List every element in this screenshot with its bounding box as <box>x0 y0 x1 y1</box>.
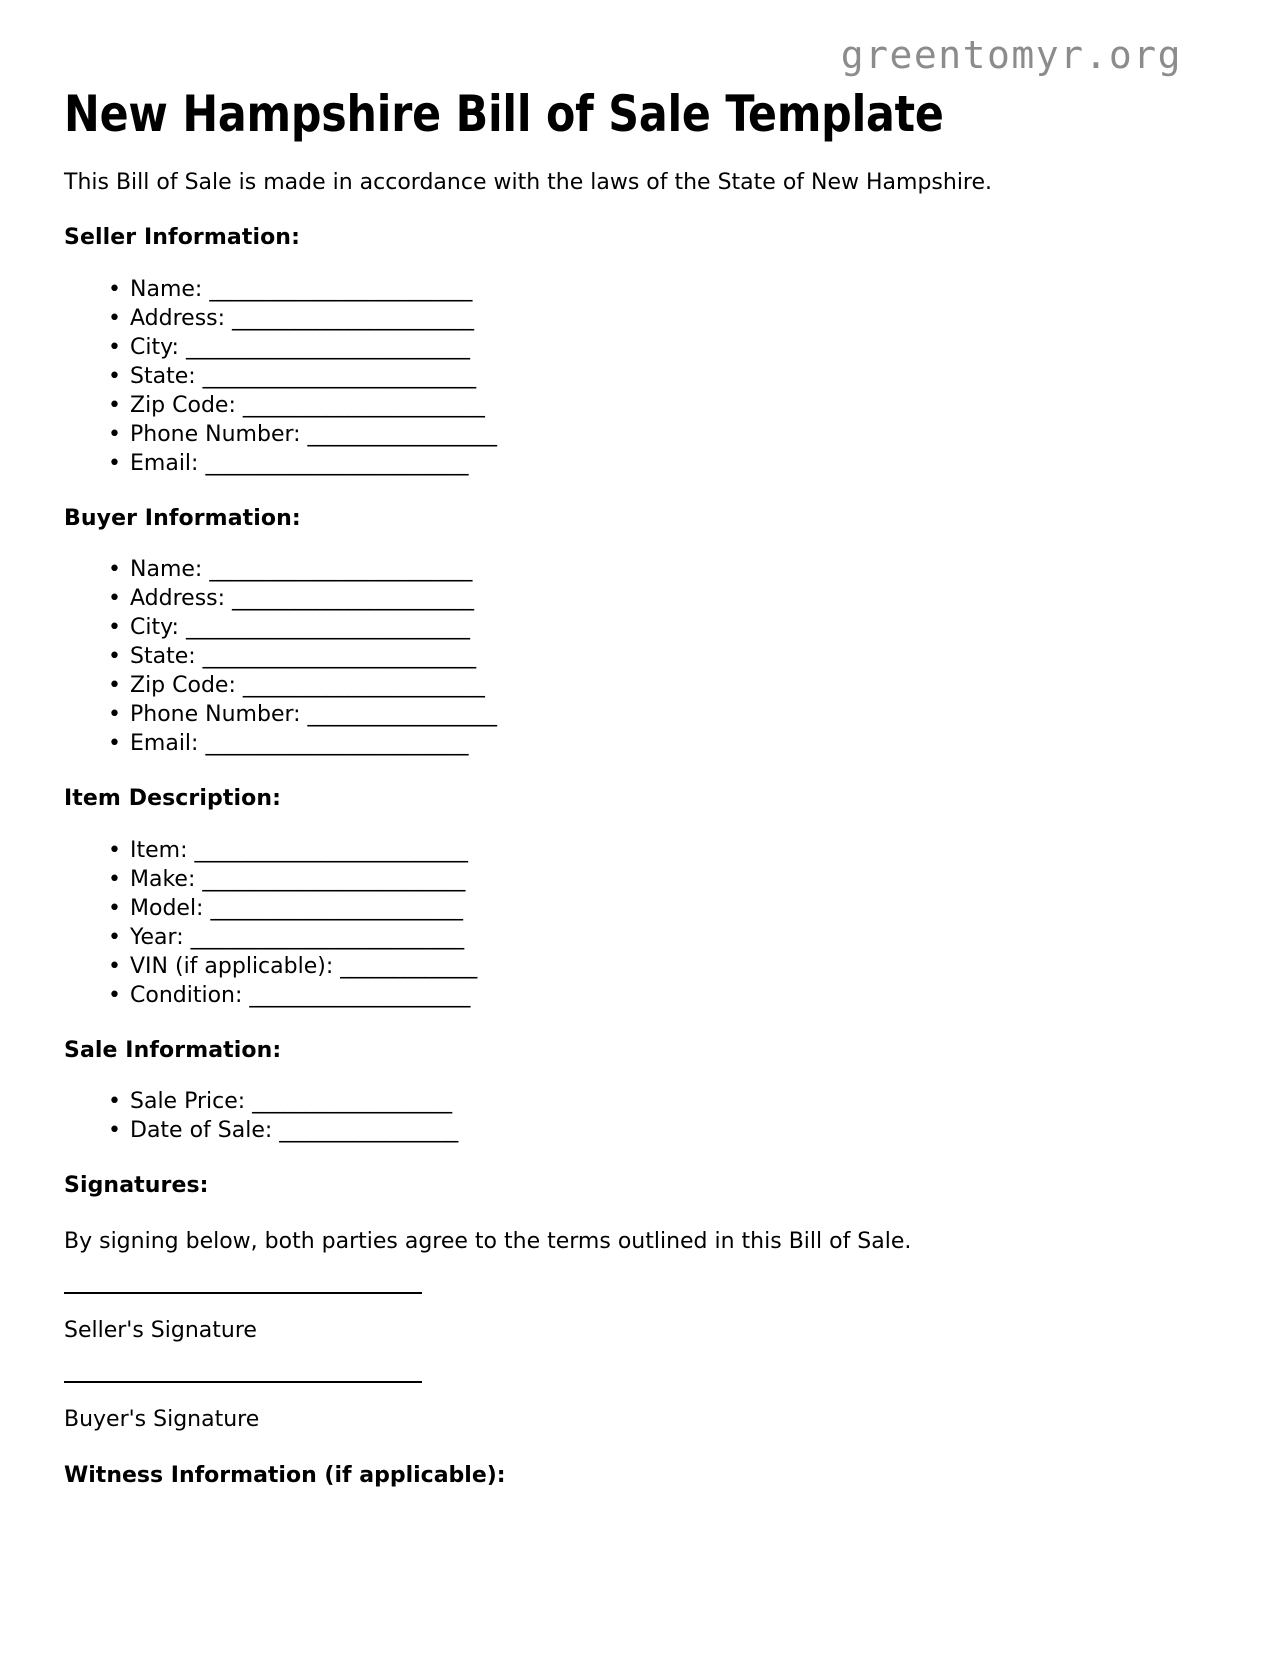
seller-signature-caption: Seller's Signature <box>64 1318 257 1344</box>
list-item <box>108 700 1218 729</box>
list-item <box>108 362 1218 391</box>
list-item <box>108 584 1218 613</box>
list-item <box>108 449 1218 478</box>
list-item <box>108 923 1218 952</box>
list-item <box>108 555 1218 584</box>
field-fill-line[interactable]: _________________________ <box>205 450 468 476</box>
section-heading-item-description: Item Description: <box>64 786 281 812</box>
list-item <box>108 1087 1218 1116</box>
seller-signature-block <box>64 1292 1218 1345</box>
field-fill-line[interactable]: _____________________ <box>249 982 470 1008</box>
field-label: Phone Number: <box>130 421 301 447</box>
field-label: Email: <box>130 731 199 757</box>
site-watermark: greentomyr.org <box>840 33 1182 77</box>
field-label: Make: <box>130 866 196 892</box>
field-fill-line[interactable]: _________________________ <box>209 276 472 302</box>
field-list-seller <box>64 275 1218 478</box>
buyer-signature-caption: Buyer's Signature <box>64 1407 260 1433</box>
field-label: City: <box>130 615 179 641</box>
field-label: Phone Number: <box>130 702 301 728</box>
field-label: Condition: <box>130 982 243 1008</box>
field-fill-line[interactable]: _________________ <box>279 1118 458 1144</box>
field-label: State: <box>130 363 196 389</box>
field-label: VIN (if applicable): <box>130 953 334 979</box>
field-label: Address: <box>130 586 226 612</box>
field-fill-line[interactable]: ___________________ <box>252 1089 452 1115</box>
field-fill-line[interactable]: __________________ <box>307 702 497 728</box>
field-fill-line[interactable]: __________________________ <box>190 924 464 950</box>
list-item <box>108 275 1218 304</box>
field-fill-line[interactable]: _______________________ <box>232 305 474 331</box>
list-item <box>108 613 1218 642</box>
list-item <box>108 420 1218 449</box>
field-list-item-description <box>64 836 1218 1010</box>
list-item <box>108 894 1218 923</box>
buyer-signature-block <box>64 1381 1218 1434</box>
page-title: New Hampshire Bill of Sale Template <box>64 85 944 143</box>
field-fill-line[interactable]: __________________________ <box>202 644 476 670</box>
section-heading-sale: Sale Information: <box>64 1037 282 1063</box>
field-label: Date of Sale: <box>130 1118 273 1144</box>
intro-paragraph: This Bill of Sale is made in accordance with the laws of the State of New Hampshire. <box>64 170 993 195</box>
list-item <box>108 642 1218 671</box>
list-item <box>108 836 1218 865</box>
field-label: City: <box>130 334 179 360</box>
field-fill-line[interactable]: ________________________ <box>210 895 463 921</box>
section-heading-signatures: Signatures: <box>64 1173 209 1199</box>
field-label: Name: <box>130 276 203 302</box>
list-item <box>108 981 1218 1010</box>
field-list-buyer <box>64 555 1218 758</box>
field-fill-line[interactable]: __________________ <box>307 421 497 447</box>
buyer-signature-line[interactable] <box>64 1381 422 1383</box>
field-fill-line[interactable]: _________________________ <box>202 866 465 892</box>
section-heading-seller: Seller Information: <box>64 225 300 251</box>
field-fill-line[interactable]: __________________________ <box>194 837 468 863</box>
field-label: Year: <box>130 924 184 950</box>
field-label: Zip Code: <box>130 673 236 699</box>
signatures-paragraph: By signing below, both parties agree to the terms outlined in this Bill of Sale. <box>64 1229 912 1254</box>
field-fill-line[interactable]: __________________________ <box>202 363 476 389</box>
field-label: Email: <box>130 450 199 476</box>
list-item <box>108 391 1218 420</box>
list-item <box>108 333 1218 362</box>
field-list-sale <box>64 1087 1218 1145</box>
field-fill-line[interactable]: ___________________________ <box>185 334 470 360</box>
field-fill-line[interactable]: _______________________ <box>232 586 474 612</box>
list-item <box>108 729 1218 758</box>
field-fill-line[interactable]: _________________________ <box>209 557 472 583</box>
field-label: Model: <box>130 895 204 921</box>
document-body <box>64 168 1218 1491</box>
field-label: Sale Price: <box>130 1089 246 1115</box>
list-item <box>108 304 1218 333</box>
section-heading-witness: Witness Information (if applicable): <box>64 1463 506 1489</box>
seller-signature-line[interactable] <box>64 1292 422 1294</box>
field-label: Item: <box>130 837 188 863</box>
list-item <box>108 865 1218 894</box>
section-heading-buyer: Buyer Information: <box>64 505 301 531</box>
field-fill-line[interactable]: _____________ <box>340 953 477 979</box>
field-fill-line[interactable]: _______________________ <box>242 673 485 699</box>
list-item <box>108 671 1218 700</box>
field-fill-line[interactable]: _________________________ <box>205 731 468 757</box>
field-label: Name: <box>130 557 203 583</box>
list-item <box>108 952 1218 981</box>
field-label: Zip Code: <box>130 392 236 418</box>
field-fill-line[interactable]: ___________________________ <box>185 615 470 641</box>
field-label: State: <box>130 644 196 670</box>
list-item <box>108 1116 1218 1145</box>
field-fill-line[interactable]: _______________________ <box>242 392 485 418</box>
field-label: Address: <box>130 305 226 331</box>
